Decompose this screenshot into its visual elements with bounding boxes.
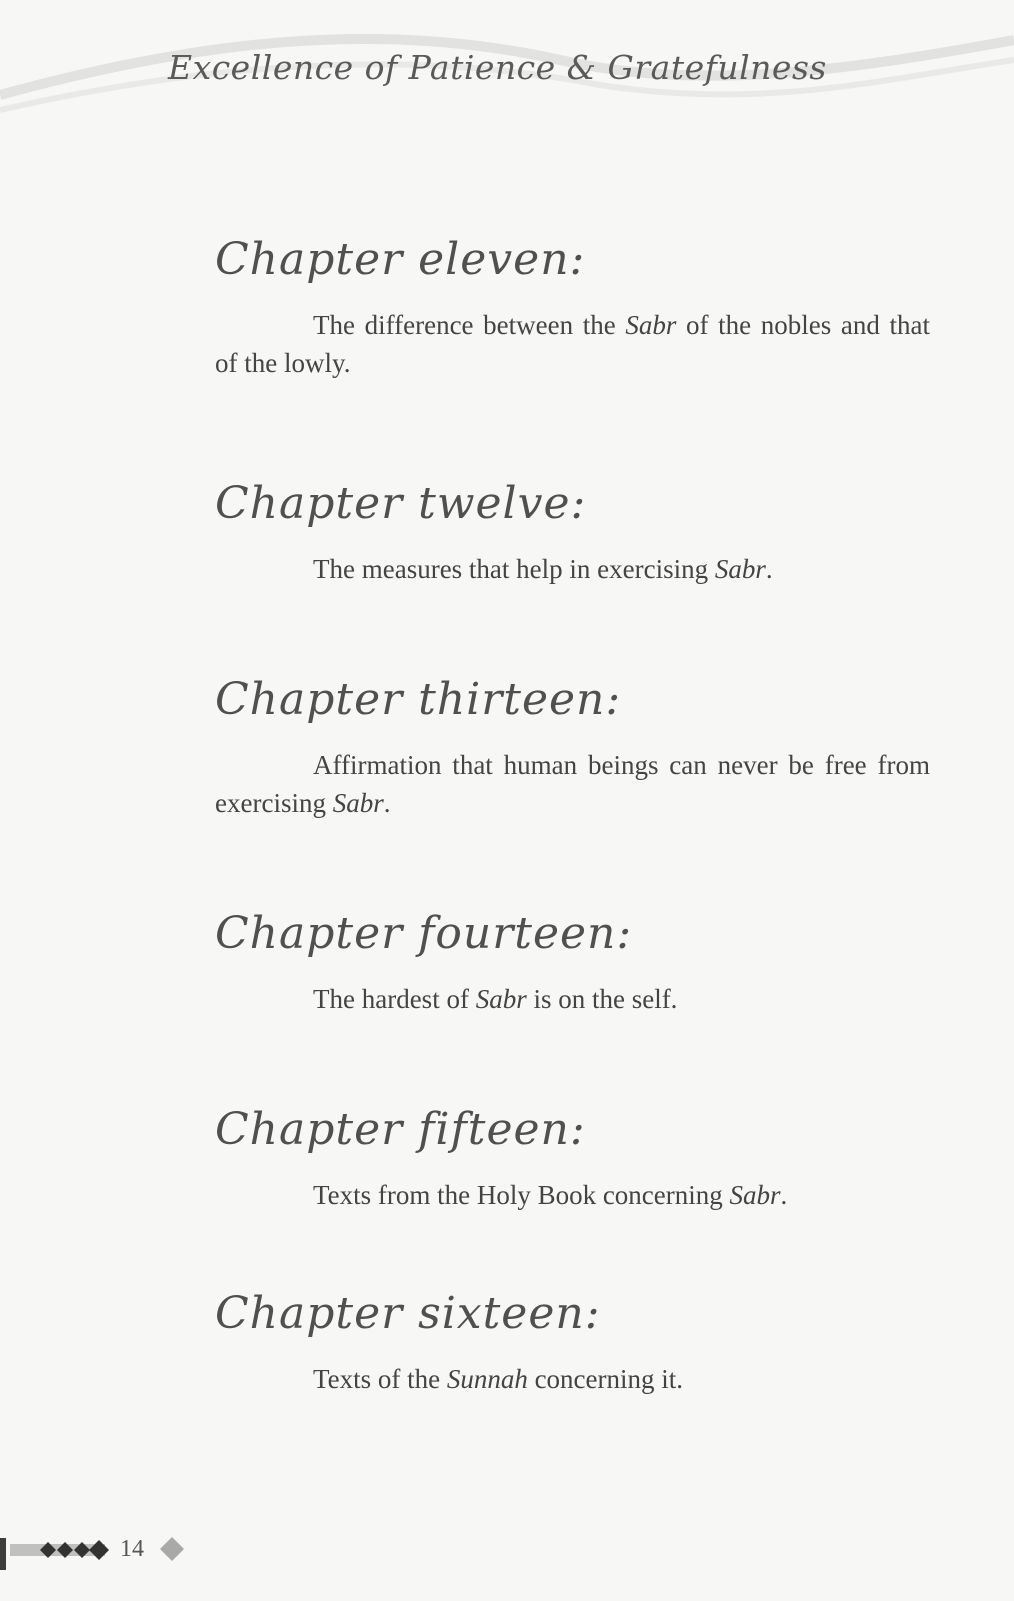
chapter-title: Chapter fourteen:	[215, 908, 633, 959]
footer-bar	[0, 1538, 6, 1570]
chapter-description: The hardest of Sabr is on the self.	[313, 984, 678, 1015]
chapter-title: Chapter eleven:	[215, 234, 586, 285]
running-header-title: Excellence of Patience & Gratefulness	[168, 48, 827, 87]
chapter-title: Chapter twelve:	[215, 478, 587, 529]
page-footer	[0, 1530, 220, 1570]
chapter-thirteen	[215, 676, 930, 822]
footer-diamonds-icon	[10, 1534, 110, 1564]
chapter-title: Chapter thirteen:	[215, 674, 622, 725]
chapter-description: The measures that help in exercising Sabr.	[313, 554, 773, 585]
chapter-twelve	[215, 480, 930, 588]
chapter-description: Affirmation that human beings can never be free from exercising Sabr.	[215, 750, 930, 819]
chapter-eleven	[215, 236, 930, 382]
chapter-title: Chapter fifteen:	[215, 1104, 586, 1155]
chapter-description: The difference between the Sabr of the nobles and that of the lowly.	[215, 310, 930, 379]
footer-grey-diamond-icon	[158, 1534, 188, 1564]
chapter-description: Texts from the Holy Book concerning Sabr.	[313, 1180, 788, 1211]
chapter-sixteen	[215, 1290, 930, 1398]
chapter-title: Chapter sixteen:	[215, 1288, 601, 1339]
page-number: 14	[120, 1536, 144, 1562]
chapter-description: Texts of the Sunnah concerning it.	[313, 1364, 684, 1395]
chapter-fifteen	[215, 1106, 930, 1214]
chapter-fourteen	[215, 910, 930, 1018]
